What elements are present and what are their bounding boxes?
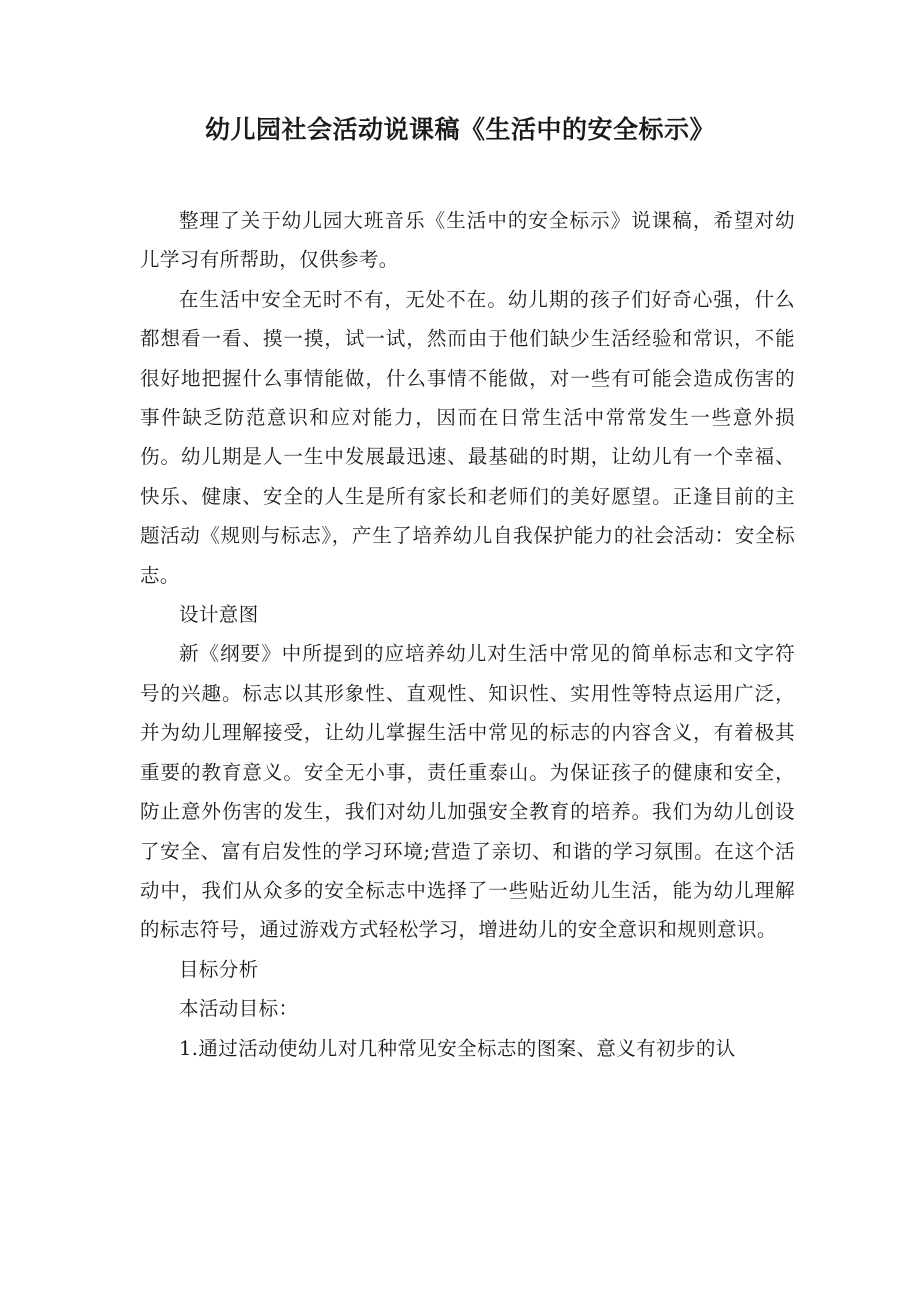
design-intent-paragraph: 新《纲要》中所提到的应培养幼儿对生活中常见的简单标志和文字符号的兴趣。标志以其形象性、直观性、知识性、实用性等特点运用广泛，并为幼儿理解接受，让幼儿掌握生活中常见的标志的内容含义，有着极其重要的教育意义。安全无小事，责任重泰山。为保证孩子的健康和安全，防止意外伤害的发生，我们对幼儿加强安全教育的培养。我们为幼儿创设了安全、富有启发性的学习环境;营造了亲切、和谐的学习氛围。在这个活动中，我们从众多的安全标志中选择了一些贴近幼儿生活，能为幼儿理解的标志符号，通过游戏方式轻松学习，增进幼儿的安全意识和规则意识。	[140, 642, 795, 942]
section-heading-goal-analysis: 目标分析	[179, 957, 259, 981]
goal-item-1: 1.通过活动使幼儿对几种常见安全标志的图案、意义有初步的认	[179, 1036, 736, 1060]
activity-goals-label: 本活动目标：	[179, 997, 299, 1021]
section-heading-design-intent: 设计意图	[179, 603, 259, 627]
background-paragraph: 在生活中安全无时不有，无处不在。幼儿期的孩子们好奇心强，什么都想看一看、摸一摸，试一试，然而由于他们缺少生活经验和常识，不能很好地把握什么事情能做，什么事情不能做，对一些有可能会造成伤害的事件缺乏防范意识和应对能力，因而在日常生活中常常发生一些意外损伤。幼儿期是人一生中发展最迅速、最基础的时期，让幼儿有一个幸福、快乐、健康、安全的人生是所有家长和老师们的美好愿望。正逢目前的主题活动《规则与标志》，产生了培养幼儿自我保护能力的社会活动：安全标志。	[140, 287, 795, 587]
intro-paragraph: 整理了关于幼儿园大班音乐《生活中的安全标示》说课稿，希望对幼儿学习有所帮助，仅供参考。	[140, 209, 795, 272]
document-body	[140, 201, 795, 1068]
document-title: 幼儿园社会活动说课稿《生活中的安全标示》	[204, 115, 715, 144]
